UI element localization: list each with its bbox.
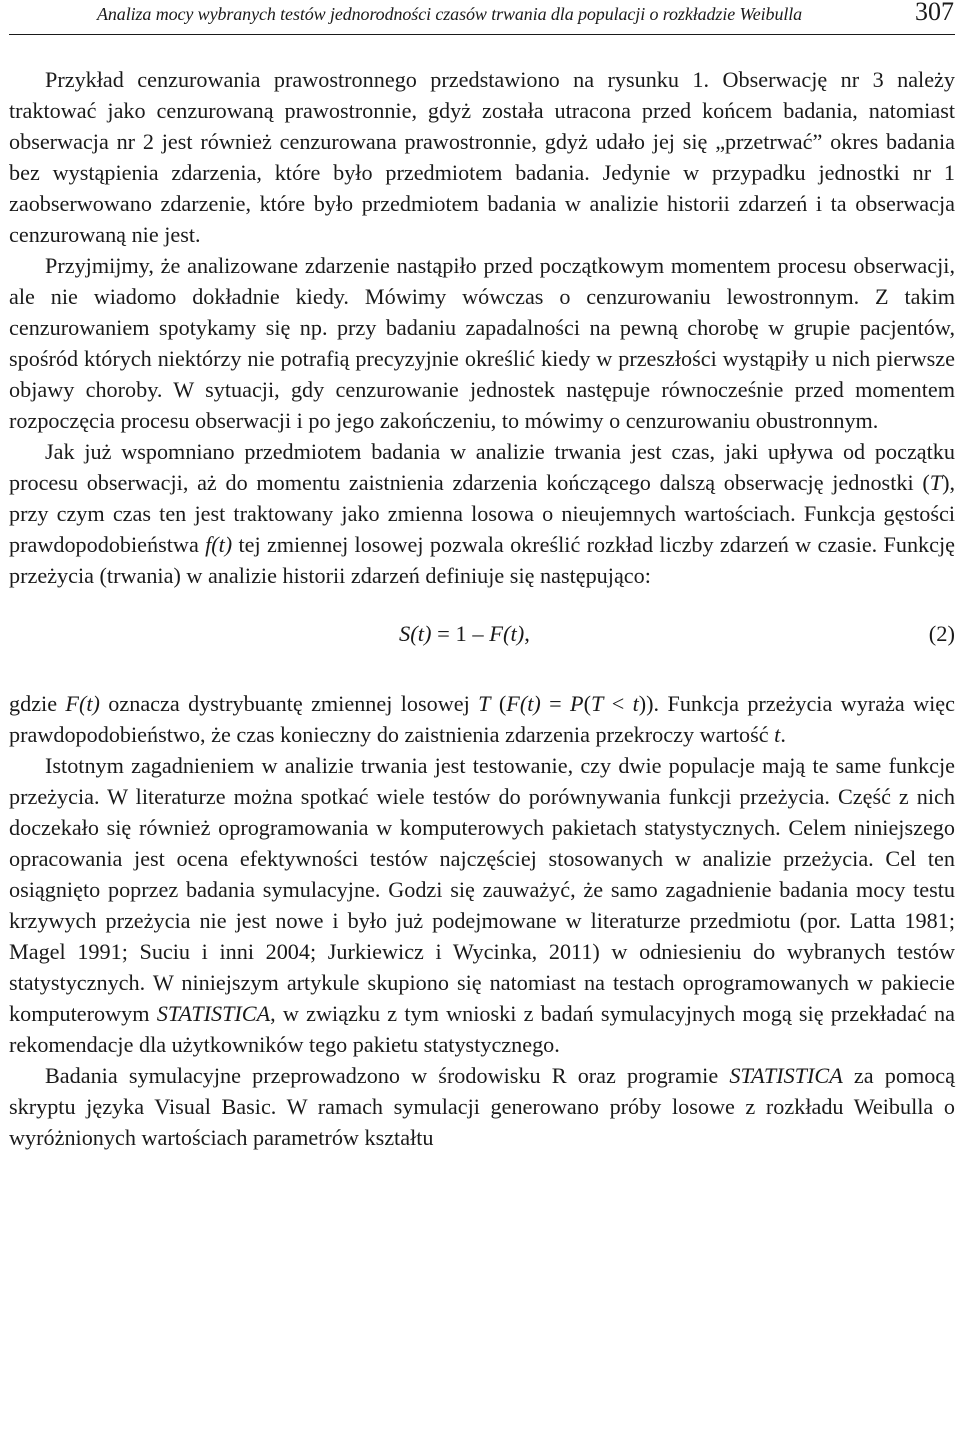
paragraph-distribution-function: gdzie F(t) oznacza dystrybuantę zmiennej losowej T (F(t) = P(T < t)). Funkcja przeżycia wyraża więc prawdopodobieństwo, że czas konieczny do zaistnienia zdarzenia przekroczy wartość t. <box>9 691 955 747</box>
equation-expression: S(t) = 1 – F(t), <box>399 621 530 646</box>
equation-2 <box>9 591 955 688</box>
body-text <box>9 64 955 1153</box>
document-page <box>9 0 955 1440</box>
equation-number: (2) <box>928 621 955 646</box>
paragraph-censoring-left: Przyjmijmy, że analizowane zdarzenie nastąpiło przed początkowym momentem procesu obserwacji, ale nie wiadomo dokładnie kiedy. Mówimy wówczas o cenzurowaniu lewostronnym. Z takim cenzurowaniem spotykamy się np. przy badaniu zapadalności na pewną chorobę w grupie pacjentów, spośród których niektórzy nie potrafią precyzyjnie określić kiedy w przeszłości wystąpiły u nich pierwsze objawy choroby. W sytuacji, gdy cenzurowanie jednostek następuje równocześnie przed momentem rozpoczęcia procesu obserwacji i po jego zakończeniu, to mówimy o cenzurowaniu obustronnym. <box>9 253 955 433</box>
page-number: 307 <box>915 0 954 26</box>
paragraph-simulation: Badania symulacyjne przeprowadzono w środowisku R oraz programie STATISTICA za pomocą skryptu języka Visual Basic. W ramach symulacji generowano próby losowe z rozkładu Weibulla o wyróżnionych wartościach parametrów kształtu <box>9 1063 955 1150</box>
paragraph-censoring-right: Przykład cenzurowania prawostronnego przedstawiono na rysunku 1. Obserwację nr 3 należy traktować jako cenzurowaną prawostronnie, gdyż została utracona przed końcem badania, natomiast obserwacja nr 2 jest również cenzurowana prawostronnie, gdyż udało jej się „przetrwać” okres badania bez wystąpienia zdarzenia, które było przedmiotem badania. Jedynie w przypadku jednostki nr 1 zaobserwowano zdarzenie, które było przedmiotem badania w analizie historii zdarzeń i ta obserwacja cenzurowaną nie jest. <box>9 67 955 247</box>
running-header <box>9 0 955 35</box>
running-title: Analiza mocy wybranych testów jednorodności czasów trwania dla populacji o rozkładzie Weibulla <box>97 4 803 24</box>
paragraph-survival-definition: Jak już wspomniano przedmiotem badania w analizie trwania jest czas, jaki upływa od początku procesu obserwacji, aż do momentu zaistnienia zdarzenia kończącego dalszą obserwację jednostki (T), przy czym czas ten jest traktowany jako zmienna losowa o nieujemnych wartościach. Funkcja gęstości prawdopodobieństwa f(t) tej zmiennej losowej pozwala określić rozkład liczby zdarzeń w czasie. Funkcję przeżycia (trwania) w analizie historii zdarzeń definiuje się następująco: <box>9 439 955 588</box>
paragraph-testing-survival: Istotnym zagadnieniem w analizie trwania jest testowanie, czy dwie populacje mają te same funkcje przeżycia. W literaturze można spotkać wiele testów do porównywania funkcji przeżycia. Część z nich doczekało się również oprogramowania w komputerowych pakietach statystycznych. Celem niniejszego opracowania jest ocena efektywności testów najczęściej stosowanych w analizie przeżycia. Cel ten osiągnięto poprzez badania symulacyjne. Godzi się zauważyć, że samo zagadnienie badania mocy testu krzywych przeżycia nie jest nowe i było już podejmowane w literaturze przedmiotu (por. Latta 1981; Magel 1991; Suciu i inni 2004; Jurkiewicz i Wycinka, 2011) w odniesieniu do wybranych testów statystycznych. W niniejszym artykule skupiono się natomiast na testach oprogramowanych w pakiecie komputerowym STATISTICA, w związku z tym wnioski z badań symulacyjnych mogą się przekładać na rekomendacje dla użytkowników tego pakietu statystycznego. <box>9 753 955 1057</box>
